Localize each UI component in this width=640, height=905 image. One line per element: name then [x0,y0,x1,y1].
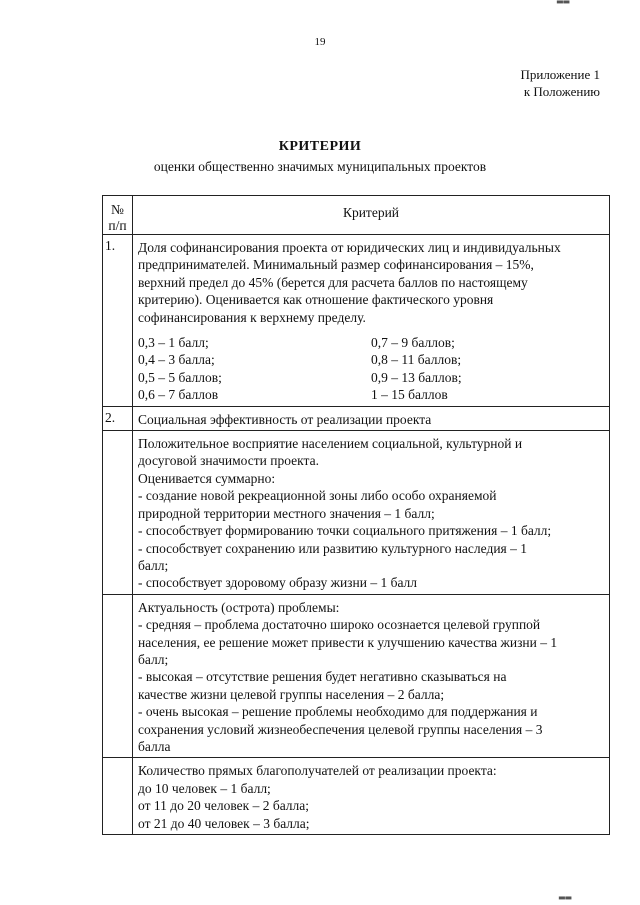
row-5-line: до 10 человек – 1 балл; [138,780,271,796]
score-item: 0,5 – 5 баллов; [138,369,222,385]
row-1-line: верхний предел до 45% (берется для расчета баллов по настоящему [138,274,528,290]
table-header-row [103,196,610,235]
table-row-5 [103,758,610,835]
row-4-line: балл; [138,651,169,667]
table-row-4 [103,594,610,758]
row-4-number [103,594,133,758]
row-1-line: софинансирования к верхнему пределу. [138,309,366,325]
score-item: 0,8 – 11 баллов; [371,352,462,368]
row-4-criterion [133,594,610,758]
row-3-line: досуговой значимости проекта. [138,453,319,469]
appendix-line-2: к Положению [523,84,600,99]
header-criterion-cell: Критерий [133,196,610,235]
row-1-line: предпринимателей. Минимальный размер софинансирования – 15%, [138,257,534,273]
header-number-cell [103,196,133,235]
score-item: 1 – 15 баллов [371,387,448,403]
row-3-line: Положительное восприятие населением социальной, культурной и [138,436,523,452]
row-4-line: - средняя – проблема достаточно широко осознается целевой группой [138,617,541,633]
row-3-criterion [133,431,610,595]
score-scale-right [371,334,605,404]
row-3-line: - создание новой рекреационной зоны либо особо охраняемой [138,488,497,504]
table-row-2 [103,406,610,430]
scan-mark-bottom: ▬▬ [558,893,572,902]
row-4-line: балла [138,738,171,754]
appendix-line-1: Приложение 1 [520,67,600,82]
row-2-number: 2. [103,406,133,430]
appendix-note [520,66,600,100]
row-3-line: Оценивается суммарно: [138,470,276,486]
score-item: 0,3 – 1 балл; [138,335,209,351]
table-row-3 [103,431,610,595]
row-5-line: от 21 до 40 человек – 3 балла; [138,815,310,831]
row-1-criterion [133,235,610,407]
row-4-line: Актуальность (острота) проблемы: [138,599,340,615]
row-4-line: качестве жизни целевой группы населения – 2 балла; [138,686,445,702]
score-scale [138,334,605,404]
header-number-abbr: п/п [108,218,127,233]
row-3-line: - способствует сохранению или развитию культурного наследия – 1 [138,540,528,556]
row-4-line: населения, ее решение может привести к улучшению качества жизни – 1 [138,634,558,650]
row-3-number [103,431,133,595]
row-4-line: - очень высокая – решение проблемы необходимо для поддержания и [138,704,538,720]
row-5-criterion [133,758,610,835]
row-5-number [103,758,133,835]
row-3-line: - способствует здоровому образу жизни – 1 балл [138,575,418,591]
criteria-table [102,195,610,835]
row-1-line: критерию). Оценивается как отношение фактического уровня [138,292,494,308]
document-title: КРИТЕРИИ [278,139,362,154]
row-1-line: Доля софинансирования проекта от юридических лиц и индивидуальных [138,240,561,255]
row-2-criterion: Социальная эффективность от реализации проекта [133,406,610,430]
score-item: 0,9 – 13 баллов; [371,369,462,385]
row-4-line: сохранения условий жизнеобеспечения целевой группы населения – 3 [138,721,543,737]
score-item: 0,6 – 7 баллов [138,387,219,403]
row-5-line: от 11 до 20 человек – 2 балла; [138,798,310,814]
table-row-1 [103,235,610,407]
row-1-number: 1. [103,235,133,407]
score-scale-left [138,334,371,404]
row-5-line: Количество прямых благополучателей от реализации проекта: [138,763,497,779]
score-item: 0,4 – 3 балла; [138,352,215,368]
row-3-line: - способствует формированию точки социального притяжения – 1 балл; [138,523,552,539]
row-4-line: - высокая – отсутствие решения будет негативно сказываться на [138,669,507,685]
scan-mark-top: ▬▬ [556,0,570,6]
row-3-line: балл; [138,557,169,573]
score-item: 0,7 – 9 баллов; [371,335,455,351]
header-number-symbol: № [111,202,124,217]
document-subtitle: оценки общественно значимых муниципальных проектов [153,159,487,174]
row-3-line: природной территории местного значения – 1 балл; [138,505,435,521]
page-number: 19 [314,36,326,48]
